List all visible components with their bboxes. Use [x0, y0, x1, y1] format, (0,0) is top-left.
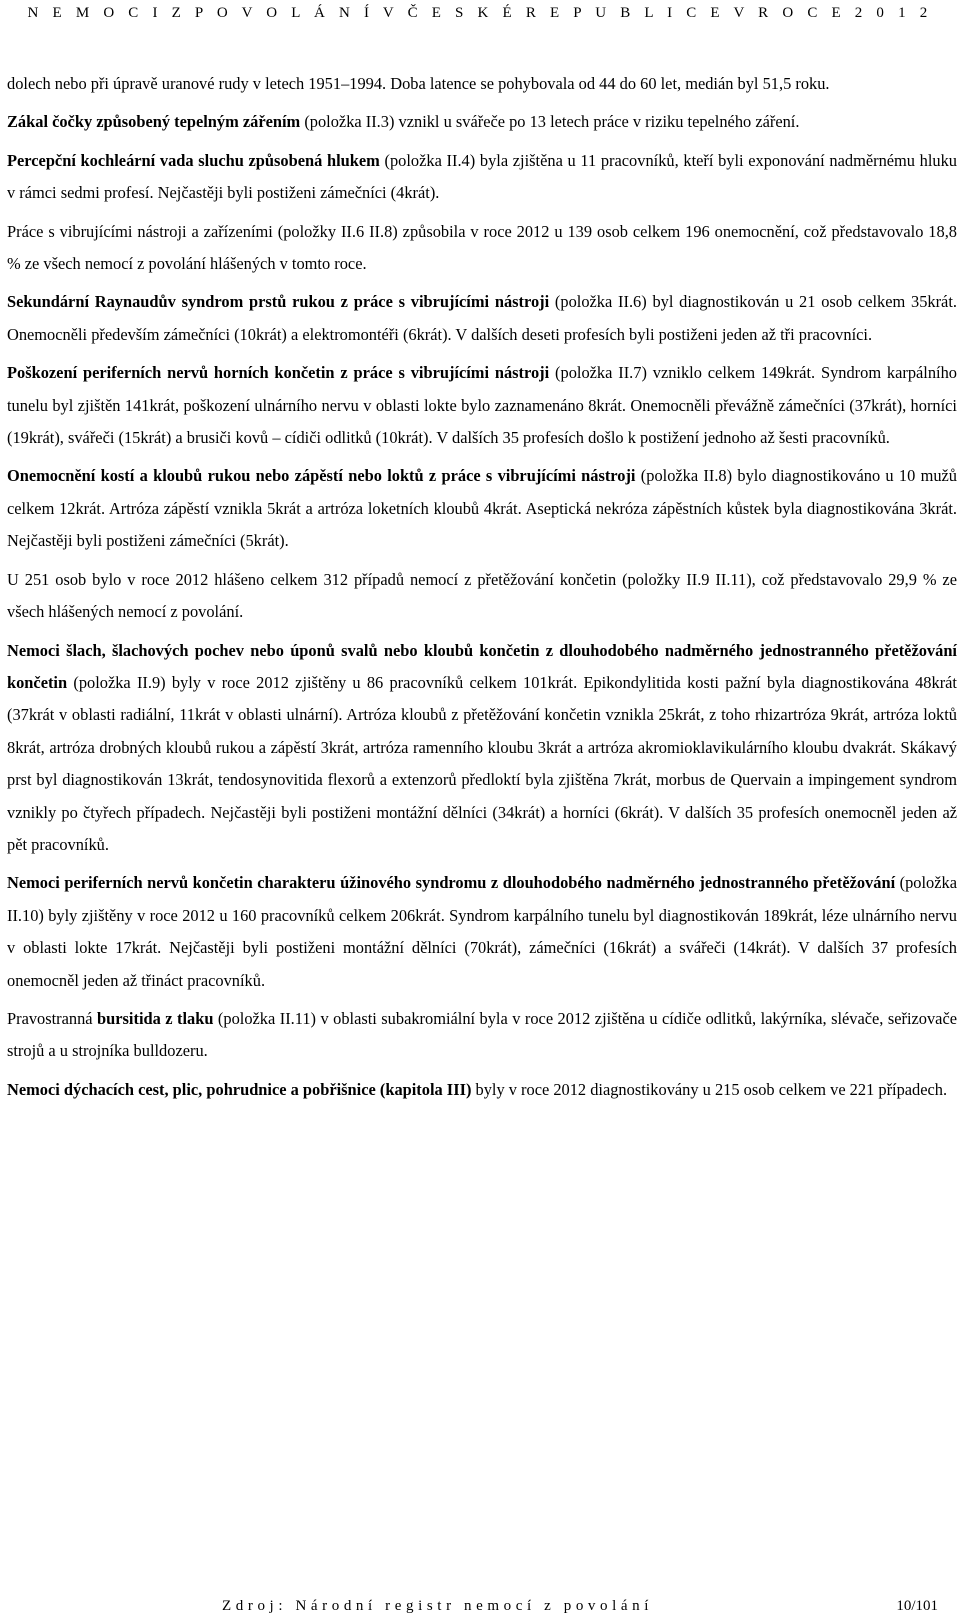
page-number: 10/101 — [896, 1598, 938, 1614]
text-run: (položka II.7) vzniklo celkem 149krát. Syndrom karpálního tunelu byl zjištěn 141krát, poškození ulnárního nervu v oblasti lokte bylo zaznamenáno 8krát. Onemocněli převážně zámečníci (37krát), horníci (19krát), svářeči (15krát) a brusiči kovů – cídiči odlitků (10krát). V dalších 35 profesích došlo k postižení jednoho až šesti pracovníků. — [7, 363, 958, 448]
bold-run: bursitida z tlaku — [97, 1008, 214, 1028]
paragraph — [7, 460, 957, 557]
text-run: (položka II.9) byly v roce 2012 zjištěny u 86 pracovníků celkem 101krát. Epikondylitida kosti pažní byla diagnostikována 48krát (37krát v oblasti radiální, 11krát v oblasti ulnární). Artróza kloubů z přetěžování končetin vznikla 25krát, z toho rhizartróza 9krát, artróza loktů 8krát, artróza drobných kloubů rukou a zápěstí 3krát, artróza ramenního kloubu 3krát a artróza akromioklavikulárního kloubu dvakrát. Skákavý prst byl diagnostikován 13krát, tendosynovitida flexorů a extenzorů předloktí byla zjištěna 7krát, morbus de Quervain a impingement syndrom vznikly po čtyřech případech. Nejčastěji byli postiženi montážní dělníci (34krát) a horníci (6krát). V dalších 35 profesích onemocněl jeden až pět pracovníků. — [7, 672, 957, 854]
paragraph — [7, 564, 957, 629]
bold-run: Nemoci periferních nervů končetin charakteru úžinového syndromu z dlouhodobého nadměrného jednostranného přetěžování — [7, 873, 896, 893]
bold-run: Nemoci dýchacích cest, plic, pohrudnice a pobřišnice (kapitola III) — [7, 1079, 472, 1099]
text-run: (položka II.11) v oblasti subakromiální byla v roce 2012 zjištěna u cídiče odlitků, lakýrníka, slévače, seřizovače strojů a u strojníka bulldozeru. — [7, 1008, 958, 1061]
text-run: (položka II.3) vznikl u svářeče po 13 letech práce v riziku tepelného záření. — [300, 112, 800, 132]
paragraph — [7, 1074, 957, 1106]
text-run: (položka II.10) byly zjištěny v roce 2012 u 160 pracovníků celkem 206krát. Syndrom karpálního tunelu byl diagnostikován 189krát, léze ulnárního nervu v oblasti lokte 17krát. Nejčastěji byli postiženi montážní dělníci (70krát), zámečníci (16krát) a svářeči (14krát). V dalších 37 profesích onemocněl jeden až třináct pracovníků. — [7, 873, 957, 990]
page-footer — [0, 1592, 960, 1620]
bold-run: Zákal čočky způsobený tepelným zářením — [7, 112, 301, 132]
text-run: (položka II.8) bylo diagnostikováno u 10 mužů celkem 12krát. Artróza zápěstí vznikla 5krát a artróza loketních kloubů 4krát. Aseptická nekróza zápěstních kůstek byla diagnostikována 3krát. Nejčastěji byli postiženi zámečníci (5krát). — [7, 466, 958, 551]
bold-run: Onemocnění kostí a kloubů rukou nebo zápěstí nebo loktů z práce s vibrujícími nástroji — [7, 466, 636, 486]
document-body — [7, 68, 957, 1112]
bold-run: Sekundární Raynaudův syndrom prstů rukou z práce s vibrujícími nástroji — [7, 292, 550, 312]
text-run: Práce s vibrujícími nástroji a zařízeními (položky II.6 II.8) způsobila v roce 2012 u 139 osob celkem 196 onemocnění, což představovalo 18,8 % ze všech nemocí z povolání hlášených v tomto roce. — [7, 221, 957, 274]
paragraph — [7, 357, 957, 454]
text-run: (položka II.4) byla zjištěna u 11 pracovníků, kteří byli exponování nadměrnému hluku v rámci sedmi profesí. Nejčastěji byli postiženi zámečníci (4krát). — [7, 150, 957, 203]
bold-run: Nemoci šlach, šlachových pochev nebo úponů svalů nebo kloubů končetin z dlouhodobého nadměrného jednostranného přetěžování končetin — [7, 640, 957, 692]
paragraph — [7, 216, 957, 281]
paragraph — [7, 867, 957, 997]
running-header — [0, 0, 960, 30]
paragraph — [7, 1003, 957, 1068]
text-run: U 251 osob bylo v roce 2012 hlášeno celkem 312 případů nemocí z přetěžování končetin (položky II.9 II.11), což představovalo 29,9 % ze všech hlášených nemocí z povolání. — [7, 569, 957, 622]
text-run: Pravostranná — [7, 1008, 98, 1028]
bold-run: Poškození periferních nervů horních končetin z práce s vibrujícími nástroji — [7, 363, 550, 383]
paragraph — [7, 145, 957, 210]
paragraph — [7, 106, 957, 138]
footer-source: Zdroj: Národní registr nemocí z povolání — [222, 1598, 654, 1614]
header-title: N E M O C I Z P O V O L Á N Í V Č E S K É R E P U B L I C E V R O C E 2 0 1 2 — [27, 5, 933, 21]
paragraph — [7, 286, 957, 351]
bold-run: Percepční kochleární vada sluchu způsobená hlukem — [7, 150, 380, 170]
paragraph — [7, 635, 957, 862]
text-run: byly v roce 2012 diagnostikovány u 215 osob celkem ve 221 případech. — [471, 1079, 948, 1099]
text-run: (položka II.6) byl diagnostikován u 21 osob celkem 35krát. Onemocněli především zámečníci (10krát) a elektromontéři (6krát). V dalších deseti profesích byli postiženi jeden až tři pracovníci. — [7, 292, 957, 344]
text-run: dolech nebo při úpravě uranové rudy v letech 1951–1994. Doba latence se pohybovala od 44 do 60 let, medián byl 51,5 roku. — [7, 74, 830, 93]
paragraph — [7, 68, 957, 100]
